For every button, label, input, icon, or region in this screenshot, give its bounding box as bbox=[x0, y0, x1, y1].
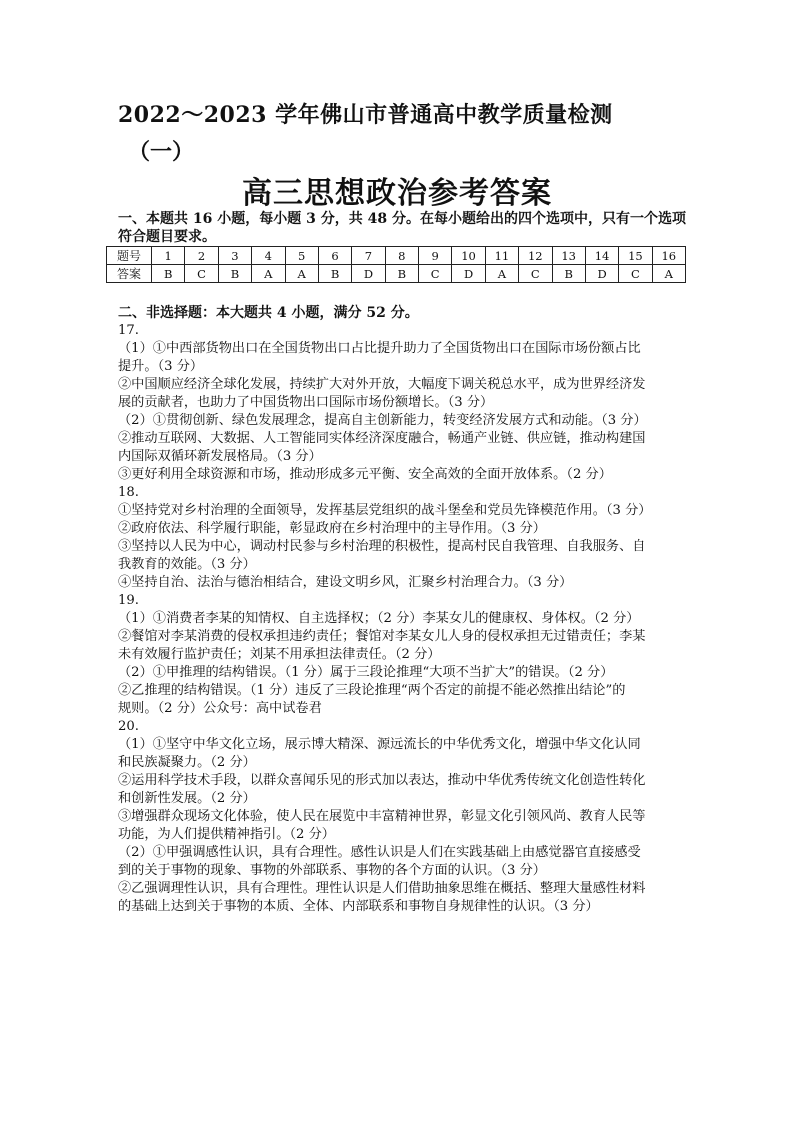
answer-text-line: ②中国顺应经济全球化发展，持续扩大对外开放，大幅度下调关税总水平，成为世界经济发 bbox=[118, 377, 646, 392]
question-number-cell: 5 bbox=[285, 247, 318, 265]
page-title: 高三思想政治参考答案 bbox=[242, 176, 552, 211]
answer-cell: A bbox=[485, 265, 518, 283]
answer-text-line: 17. bbox=[118, 323, 139, 338]
answer-text-line: ②餐馆对李某消费的侵权承担违约责任；餐馆对李某女儿人身的侵权承担无过错责任；李某 bbox=[118, 629, 646, 644]
exam-title-line2: （一） bbox=[128, 139, 195, 165]
answer-text-line: ②乙推理的结构错误。（1 分）违反了三段论推理“两个否定的前提不能必然推出结论”的 bbox=[118, 683, 626, 698]
answer-text-line: ②乙强调理性认识，具有合理性。理性认识是人们借助抽象思维在概括、整理大量感性材料 bbox=[118, 881, 646, 896]
question-number-cell: 6 bbox=[318, 247, 351, 265]
question-number-cell: 10 bbox=[452, 247, 485, 265]
question-number-cell: 14 bbox=[585, 247, 618, 265]
answer-cell: D bbox=[585, 265, 618, 283]
answer-text-line: 18. bbox=[118, 485, 139, 500]
section2-answers bbox=[118, 322, 688, 916]
answer-text-line: ③增强群众现场文化体验，使人民在展览中丰富精神世界，彰显文化引领风尚、教育人民等 bbox=[118, 809, 646, 824]
question-number-cell: 3 bbox=[218, 247, 251, 265]
answer-cell: B bbox=[385, 265, 418, 283]
answer-text-line: 未有效履行监护责任；刘某不用承担法律责任。（2 分） bbox=[118, 647, 441, 662]
question-number-cell: 9 bbox=[419, 247, 452, 265]
answer-text-line: 和创新性发展。（2 分） bbox=[118, 791, 256, 806]
answer-text-line: 功能，为人们提供精神指引。（2 分） bbox=[118, 827, 335, 842]
answer-text-line: （1）①消费者李某的知情权、自主选择权；（2 分）李某女儿的健康权、身体权。（2 分） bbox=[118, 611, 640, 626]
answer-text-line: 内国际双循环新发展格局。（3 分） bbox=[118, 449, 322, 464]
answer-row bbox=[107, 265, 686, 283]
answer-text-line: （2）①贯彻创新、绿色发展理念，提高自主创新能力，转变经济发展方式和动能。（3 分） bbox=[118, 413, 647, 428]
question-number-cell: 11 bbox=[485, 247, 518, 265]
answer-text-line: 提升。（3 分） bbox=[118, 359, 204, 374]
answer-text-line: ③坚持以人民为中心，调动村民参与乡村治理的积极性，提高村民自我管理、自我服务、自 bbox=[118, 539, 646, 554]
answer-text-line: （2）①甲推理的结构错误。（1 分）属于三段论推理“大项不当扩大”的错误。（2 分） bbox=[118, 665, 614, 680]
row-label-question: 题号 bbox=[107, 247, 152, 265]
answer-cell: B bbox=[318, 265, 351, 283]
answer-text-line: ③更好利用全球资源和市场，推动形成多元平衡、安全高效的全面开放体系。（2 分） bbox=[118, 467, 612, 482]
answer-text-line: ②政府依法、科学履行职能，彰显政府在乡村治理中的主导作用。（3 分） bbox=[118, 521, 546, 536]
exam-title-line1: 2022～2023 学年佛山市普通高中教学质量检测 bbox=[118, 102, 613, 128]
question-number-cell: 1 bbox=[152, 247, 185, 265]
answer-text-line: （1）①中西部货物出口在全国货物出口占比提升助力了全国货物出口在国际市场份额占比 bbox=[118, 341, 641, 356]
question-number-cell: 4 bbox=[252, 247, 285, 265]
row-label-answer: 答案 bbox=[107, 265, 152, 283]
answer-text-line: （1）①坚守中华文化立场，展示博大精深、源远流长的中华优秀文化，增强中华文化认同 bbox=[118, 737, 641, 752]
answer-cell: C bbox=[619, 265, 652, 283]
answer-text-line: 展的贡献者，也助力了中国货物出口国际市场份额增长。（3 分） bbox=[118, 395, 494, 410]
answer-cell: B bbox=[218, 265, 251, 283]
section2-heading: 二、非选择题：本大题共 4 小题，满分 52 分。 bbox=[118, 305, 419, 321]
answer-cell: D bbox=[352, 265, 385, 283]
answer-text-line: 的基础上达到关于事物的本质、全体、内部联系和事物自身规律性的认识。（3 分） bbox=[118, 899, 599, 914]
answer-cell: D bbox=[452, 265, 485, 283]
answer-text-line: 我教育的效能。（3 分） bbox=[118, 557, 256, 572]
section1-line: 一、本题共 16 小题，每小题 3 分，共 48 分。在每小题给出的四个选项中，只有一个选项 bbox=[118, 211, 686, 227]
answer-cell: A bbox=[652, 265, 685, 283]
answer-cell: C bbox=[519, 265, 552, 283]
answer-cell: A bbox=[252, 265, 285, 283]
answer-text-line: ②推动互联网、大数据、人工智能同实体经济深度融合，畅通产业链、供应链，推动构建国 bbox=[118, 431, 646, 446]
answer-text-line: 20. bbox=[118, 719, 139, 734]
answer-text-line: 19. bbox=[118, 593, 139, 608]
section1-line: 符合题目要求。 bbox=[118, 229, 216, 245]
answer-text-line: （2）①甲强调感性认识，具有合理性。感性认识是人们在实践基础上由感觉器官直接感受 bbox=[118, 845, 641, 860]
section1-instructions bbox=[118, 210, 688, 246]
answer-text-line: ②运用科学技术手段，以群众喜闻乐见的形式加以表达，推动中华优秀传统文化创造性转化 bbox=[118, 773, 646, 788]
answer-cell: B bbox=[152, 265, 185, 283]
answer-text-line: ①坚持党对乡村治理的全面领导，发挥基层党组织的战斗堡垒和党员先锋模范作用。（3 分） bbox=[118, 503, 652, 518]
answer-cell: A bbox=[285, 265, 318, 283]
answer-cell: C bbox=[419, 265, 452, 283]
question-number-cell: 12 bbox=[519, 247, 552, 265]
answer-key-table bbox=[106, 246, 686, 283]
question-number-cell: 16 bbox=[652, 247, 685, 265]
answer-text-line: 到的关于事物的现象、事物的外部联系、事物的各个方面的认识。（3 分） bbox=[118, 863, 546, 878]
answer-cell: B bbox=[552, 265, 585, 283]
answer-cell: C bbox=[185, 265, 218, 283]
question-number-cell: 7 bbox=[352, 247, 385, 265]
question-number-row bbox=[107, 247, 686, 265]
question-number-cell: 13 bbox=[552, 247, 585, 265]
question-number-cell: 15 bbox=[619, 247, 652, 265]
answer-text-line: 规则。（2 分）公众号：高中试卷君 bbox=[118, 701, 322, 716]
answer-text-line: ④坚持自治、法治与德治相结合，建设文明乡风，汇聚乡村治理合力。（3 分） bbox=[118, 575, 573, 590]
question-number-cell: 2 bbox=[185, 247, 218, 265]
answer-text-line: 和民族凝聚力。（2 分） bbox=[118, 755, 256, 770]
question-number-cell: 8 bbox=[385, 247, 418, 265]
